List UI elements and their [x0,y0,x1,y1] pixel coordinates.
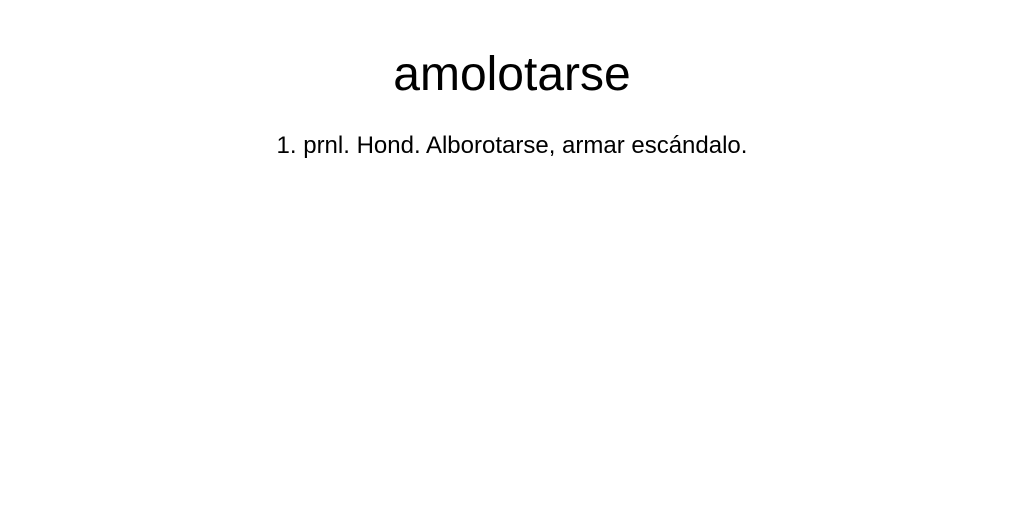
headword: amolotarse [393,48,631,101]
definition-1: 1. prnl. Hond. Alborotarse, armar escándalo. [276,132,748,159]
